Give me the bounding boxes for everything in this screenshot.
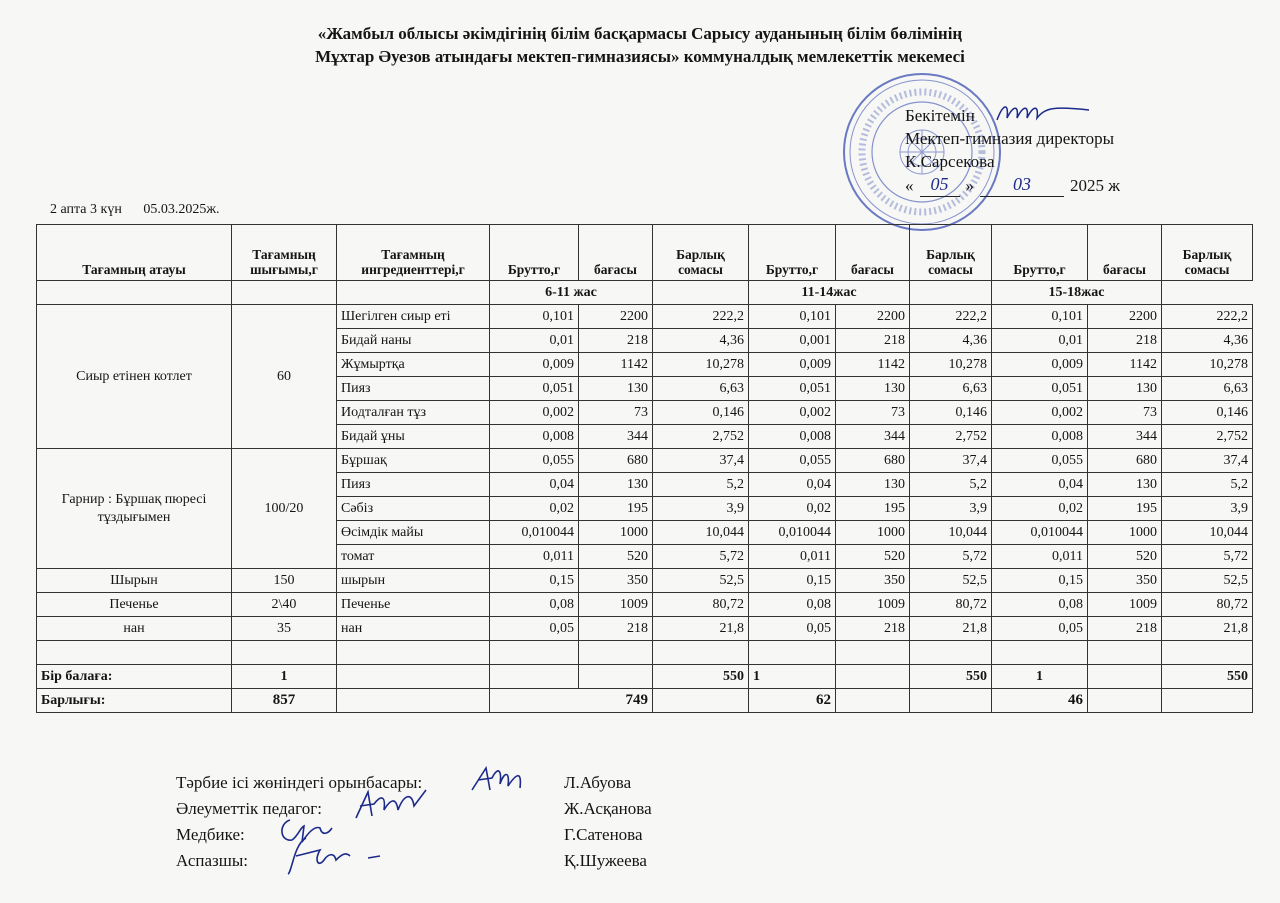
ingredient-value: 6,63: [1162, 377, 1253, 401]
total-value-4: 46: [992, 689, 1088, 713]
ingredient-value: 344: [836, 425, 910, 449]
ingredient-value: 2200: [836, 305, 910, 329]
ingredient-value: 2,752: [910, 425, 992, 449]
document-header: [0, 22, 1280, 68]
ingredient-value: 0,04: [749, 473, 836, 497]
ingredient-value: 0,011: [749, 545, 836, 569]
ingredient-value: 52,5: [1162, 569, 1253, 593]
ingredient-value: 520: [579, 545, 653, 569]
ingredient-value: 0,08: [749, 593, 836, 617]
signatory-name: Г.Сатенова: [564, 825, 643, 844]
ingredient-value: 130: [579, 473, 653, 497]
ingredient-value: 0,08: [490, 593, 579, 617]
ingredient-value: 5,2: [1162, 473, 1253, 497]
ingredient-value: 0,009: [749, 353, 836, 377]
ingredient-value: 0,01: [490, 329, 579, 353]
ingredient-value: 52,5: [910, 569, 992, 593]
ingredient-value: 1142: [1088, 353, 1162, 377]
ingredient-value: 2,752: [1162, 425, 1253, 449]
ingredient-value: 5,72: [653, 545, 749, 569]
week-day: 2 апта 3 күн: [50, 202, 122, 217]
column-header: Тағамның ингредиенттері,г: [337, 225, 490, 281]
column-header: бағасы: [1088, 225, 1162, 281]
per-child-label: Бір балаға:: [37, 665, 232, 689]
ingredient-value: 73: [1088, 401, 1162, 425]
ingredient-name: нан: [337, 617, 490, 641]
ingredient-value: 3,9: [1162, 497, 1253, 521]
ingredient-value: 10,044: [910, 521, 992, 545]
ingredient-value: 0,051: [749, 377, 836, 401]
signatory-name: Қ.Шужеева: [564, 851, 647, 870]
column-header: Брутто,г: [749, 225, 836, 281]
blank-row: [37, 641, 1253, 665]
total-value-3: 62: [749, 689, 836, 713]
ingredient-value: 0,010044: [749, 521, 836, 545]
ingredient-name: Пияз: [337, 473, 490, 497]
signatory-name: Л.Абуова: [564, 773, 632, 792]
ingredient-name: Бидай наны: [337, 329, 490, 353]
ingredient-value: 73: [836, 401, 910, 425]
signatory-role: Тәрбие ісі жөніндегі орынбасары:: [176, 773, 423, 792]
ingredient-name: томат: [337, 545, 490, 569]
ingredient-value: 680: [1088, 449, 1162, 473]
ingredient-value: 0,146: [1162, 401, 1253, 425]
ingredient-value: 1009: [1088, 593, 1162, 617]
ingredient-value: 0,055: [749, 449, 836, 473]
ingredient-value: 0,101: [749, 305, 836, 329]
ingredient-value: 130: [579, 377, 653, 401]
ingredient-value: 1000: [836, 521, 910, 545]
ingredient-value: 1009: [579, 593, 653, 617]
ingredient-name: Печенье: [337, 593, 490, 617]
per-child-row: [37, 665, 1253, 689]
ingredient-name: Пияз: [337, 377, 490, 401]
per-child-count-2: 1: [749, 665, 836, 689]
ingredient-value: 350: [836, 569, 910, 593]
ingredient-value: 344: [1088, 425, 1162, 449]
ingredient-value: 6,63: [653, 377, 749, 401]
ingredient-value: 130: [1088, 473, 1162, 497]
approval-day: 05: [920, 173, 960, 197]
ingredient-value: 350: [579, 569, 653, 593]
header-line-1: «Жамбыл облысы әкімдігінің білім басқармасы Сарысу ауданының білім бөлімінің: [317, 24, 963, 43]
per-child-sum-1: 550: [653, 665, 749, 689]
ingredient-value: 0,15: [749, 569, 836, 593]
dish-name: Сиыр етінен котлет: [37, 305, 232, 449]
ingredient-value: 1009: [836, 593, 910, 617]
dish-yield: 2\40: [232, 593, 337, 617]
ingredient-value: 218: [579, 329, 653, 353]
ingredient-value: 0,008: [490, 425, 579, 449]
ingredient-value: 0,002: [992, 401, 1088, 425]
ingredient-value: 0,010044: [992, 521, 1088, 545]
ingredient-row: [37, 449, 1253, 473]
ingredient-value: 344: [579, 425, 653, 449]
signatory-role: Медбике:: [176, 825, 245, 844]
ingredient-value: 52,5: [653, 569, 749, 593]
ingredient-value: 195: [836, 497, 910, 521]
ingredient-value: 0,146: [910, 401, 992, 425]
header-row: [37, 225, 1253, 281]
ingredient-value: 37,4: [910, 449, 992, 473]
column-header: Брутто,г: [490, 225, 579, 281]
dish-yield: 35: [232, 617, 337, 641]
ingredient-value: 0,001: [749, 329, 836, 353]
dish-name: Гарнир : Бұршақ пюресі тұздығымен: [37, 449, 232, 569]
ingredient-value: 0,002: [490, 401, 579, 425]
approval-month: 03: [980, 173, 1064, 197]
ingredient-name: шырын: [337, 569, 490, 593]
ingredient-value: 218: [579, 617, 653, 641]
ingredient-value: 37,4: [653, 449, 749, 473]
ingredient-value: 2200: [1088, 305, 1162, 329]
column-header: бағасы: [836, 225, 910, 281]
ingredient-value: 0,010044: [490, 521, 579, 545]
ingredient-value: 0,05: [749, 617, 836, 641]
approval-name: К.Сарсекова: [905, 152, 995, 171]
ingredient-name: Бидай ұны: [337, 425, 490, 449]
total-value-2: 749: [490, 689, 653, 713]
per-child-count: 1: [232, 665, 337, 689]
ingredient-value: 0,02: [490, 497, 579, 521]
ingredient-value: 218: [1088, 329, 1162, 353]
ingredient-value: 5,72: [1162, 545, 1253, 569]
column-header: бағасы: [579, 225, 653, 281]
ingredient-value: 0,051: [490, 377, 579, 401]
ingredient-value: 5,72: [910, 545, 992, 569]
ingredient-value: 0,009: [992, 353, 1088, 377]
ingredient-value: 6,63: [910, 377, 992, 401]
ingredient-value: 1142: [579, 353, 653, 377]
ingredient-value: 0,01: [992, 329, 1088, 353]
column-header: Тағамның атауы: [37, 225, 232, 281]
ingredient-value: 0,146: [653, 401, 749, 425]
ingredient-value: 80,72: [910, 593, 992, 617]
ingredient-value: 130: [1088, 377, 1162, 401]
dish-yield: 150: [232, 569, 337, 593]
ingredient-value: 3,9: [653, 497, 749, 521]
column-header: Барлық сомасы: [653, 225, 749, 281]
column-header: Барлық сомасы: [1162, 225, 1253, 281]
ingredient-value: 2,752: [653, 425, 749, 449]
ingredient-value: 1000: [579, 521, 653, 545]
signatory-role: Аспазшы:: [176, 851, 248, 870]
approval-block: [905, 104, 1120, 197]
ingredient-value: 73: [579, 401, 653, 425]
ingredient-value: 1142: [836, 353, 910, 377]
ingredient-value: 5,2: [653, 473, 749, 497]
age-group-row: [37, 281, 1253, 305]
per-child-count-3: 1: [992, 665, 1088, 689]
ingredient-row: [37, 305, 1253, 329]
column-header: Барлық сомасы: [910, 225, 992, 281]
ingredient-value: 0,055: [992, 449, 1088, 473]
menu-table: [36, 224, 1253, 713]
menu-day-line: [50, 202, 220, 218]
ingredient-value: 37,4: [1162, 449, 1253, 473]
approval-date: [905, 173, 1120, 197]
ingredient-value: 0,051: [992, 377, 1088, 401]
ingredient-value: 0,011: [490, 545, 579, 569]
ingredient-value: 222,2: [653, 305, 749, 329]
ingredient-value: 222,2: [910, 305, 992, 329]
ingredient-value: 350: [1088, 569, 1162, 593]
ingredient-value: 0,08: [992, 593, 1088, 617]
ingredient-value: 2200: [579, 305, 653, 329]
ingredient-value: 520: [1088, 545, 1162, 569]
ingredient-value: 4,36: [910, 329, 992, 353]
ingredient-name: Иодталған тұз: [337, 401, 490, 425]
menu-date: 05.03.2025ж.: [143, 202, 220, 217]
ingredient-value: 0,05: [992, 617, 1088, 641]
signature-icon: [352, 786, 432, 824]
age-group-3: 15-18жас: [992, 281, 1162, 305]
ingredient-value: 130: [836, 377, 910, 401]
ingredient-value: 0,05: [490, 617, 579, 641]
dish-yield: 60: [232, 305, 337, 449]
dish-name: Печенье: [37, 593, 232, 617]
approval-year: 2025 ж: [1070, 176, 1120, 195]
ingredient-name: Өсімдік майы: [337, 521, 490, 545]
ingredient-value: 195: [579, 497, 653, 521]
total-value-1: 857: [232, 689, 337, 713]
total-label: Барлығы:: [37, 689, 232, 713]
ingredient-value: 0,15: [490, 569, 579, 593]
ingredient-value: 0,101: [490, 305, 579, 329]
dish-yield: 100/20: [232, 449, 337, 569]
ingredient-value: 4,36: [653, 329, 749, 353]
ingredient-name: Сәбіз: [337, 497, 490, 521]
ingredient-value: 195: [1088, 497, 1162, 521]
signatory-name: Ж.Асқанова: [564, 799, 652, 818]
ingredient-value: 680: [579, 449, 653, 473]
ingredient-value: 0,02: [992, 497, 1088, 521]
signatory-role: Әлеуметтік педагог:: [176, 799, 322, 818]
director-signature-icon: [993, 98, 1093, 128]
ingredient-value: 218: [1088, 617, 1162, 641]
ingredient-name: Жұмыртқа: [337, 353, 490, 377]
ingredient-value: 0,008: [749, 425, 836, 449]
ingredient-value: 10,278: [653, 353, 749, 377]
column-header: Брутто,г: [992, 225, 1088, 281]
ingredient-name: Бұршақ: [337, 449, 490, 473]
ingredient-name: Шегілген сиыр еті: [337, 305, 490, 329]
total-row: [37, 689, 1253, 713]
ingredient-value: 0,02: [749, 497, 836, 521]
quote-close: »: [965, 176, 974, 195]
approval-title: Бекітемін: [905, 106, 975, 125]
per-child-sum-2: 550: [910, 665, 992, 689]
dish-name: Шырын: [37, 569, 232, 593]
signature-icon: [284, 834, 394, 878]
dish-name: нан: [37, 617, 232, 641]
menu-table-body: [37, 281, 1253, 641]
ingredient-value: 10,278: [1162, 353, 1253, 377]
ingredient-value: 4,36: [1162, 329, 1253, 353]
per-child-sum-3: 550: [1162, 665, 1253, 689]
ingredient-value: 0,002: [749, 401, 836, 425]
ingredient-value: 80,72: [653, 593, 749, 617]
ingredient-value: 10,044: [653, 521, 749, 545]
ingredient-value: 680: [836, 449, 910, 473]
ingredient-value: 21,8: [1162, 617, 1253, 641]
ingredient-row: [37, 593, 1253, 617]
ingredient-value: 10,278: [910, 353, 992, 377]
approval-position: Мектеп-гимназия директоры: [905, 129, 1115, 148]
ingredient-value: 1000: [1088, 521, 1162, 545]
ingredient-value: 218: [836, 617, 910, 641]
ingredient-value: 0,009: [490, 353, 579, 377]
ingredient-value: 222,2: [1162, 305, 1253, 329]
ingredient-value: 0,04: [992, 473, 1088, 497]
age-group-1: 6-11 жас: [490, 281, 653, 305]
ingredient-value: 80,72: [1162, 593, 1253, 617]
ingredient-value: 0,15: [992, 569, 1088, 593]
ingredient-value: 10,044: [1162, 521, 1253, 545]
ingredient-value: 130: [836, 473, 910, 497]
ingredient-value: 0,04: [490, 473, 579, 497]
ingredient-value: 21,8: [910, 617, 992, 641]
ingredient-value: 3,9: [910, 497, 992, 521]
ingredient-value: 0,055: [490, 449, 579, 473]
ingredient-value: 0,011: [992, 545, 1088, 569]
ingredient-value: 0,101: [992, 305, 1088, 329]
ingredient-value: 218: [836, 329, 910, 353]
ingredient-value: 21,8: [653, 617, 749, 641]
signature-icon: [468, 764, 538, 796]
ingredient-value: 520: [836, 545, 910, 569]
column-header: Тағамның шығымы,г: [232, 225, 337, 281]
age-group-2: 11-14жас: [749, 281, 910, 305]
ingredient-value: 0,008: [992, 425, 1088, 449]
ingredient-row: [37, 569, 1253, 593]
ingredient-row: [37, 617, 1253, 641]
header-line-2: Мұхтар Әуезов атындағы мектеп-гимназиясы» коммуналдық мемлекеттік мекемесі: [315, 47, 965, 66]
ingredient-value: 5,2: [910, 473, 992, 497]
quote-open: «: [905, 176, 914, 195]
